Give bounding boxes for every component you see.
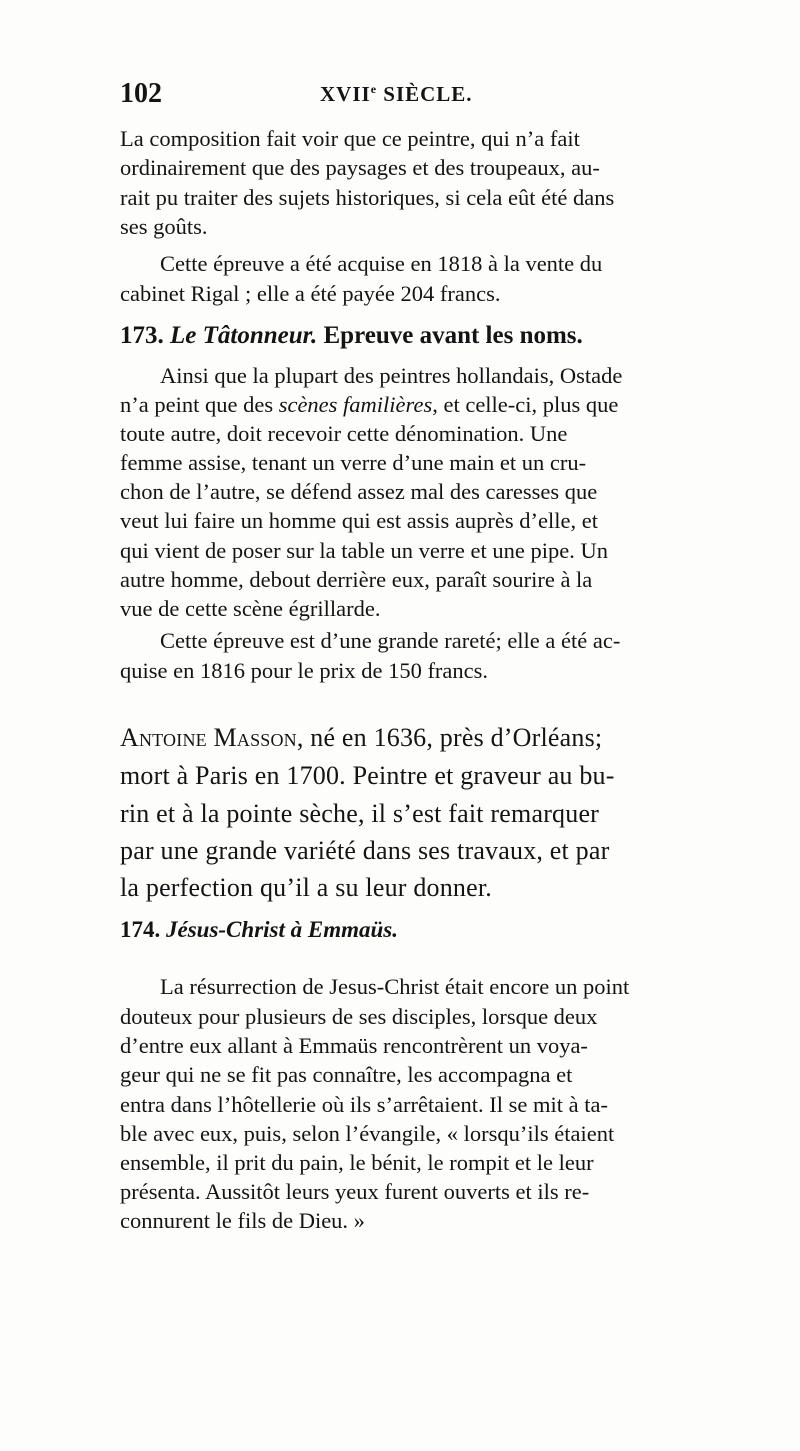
artist-first-name: Antoine: [120, 723, 207, 752]
text-line: La résurrection de Jesus-Christ était encore un point: [160, 974, 630, 999]
text-line: présenta. Aussitôt leurs yeux furent ouverts et ils re-: [120, 1179, 590, 1204]
artist-heading: [120, 725, 602, 751]
text-line: connurent le fils de Dieu. »: [120, 1208, 365, 1233]
text-line: qui vient de poser sur la table un verre et une pipe. Un: [120, 538, 608, 563]
text-line: d’entre eux allant à Emmaüs rencontrèrent un voya-: [120, 1033, 588, 1058]
catalogue-entry-174: [120, 918, 398, 941]
italic-phrase: scènes familières: [278, 392, 433, 417]
text-line: Cette épreuve a été acquise en 1818 à la vente du: [160, 251, 603, 276]
running-head-century: XVII: [320, 82, 371, 106]
text-line: Ainsi que la plupart des peintres hollandais, Ostade: [160, 363, 623, 388]
running-head-sup: e: [370, 82, 378, 96]
text-line: la perfection qu’il a su leur donner.: [120, 873, 492, 902]
text-span: n’a peint que des: [120, 392, 279, 417]
text-line: rait pu traiter des sujets historiques, si cela eût été dans: [120, 185, 615, 210]
text-line: entra dans l’hôtellerie où ils s’arrêtaient. Il se mit à ta-: [120, 1092, 608, 1117]
text-line: ble avec eux, puis, selon l’évangile, « lorsqu’ils étaient: [120, 1121, 615, 1146]
text-line: ses goûts.: [120, 214, 208, 239]
running-head: [320, 82, 473, 107]
text-line: [120, 394, 618, 417]
text-line: ensemble, il prit du pain, le bénit, le rompit et le leur: [120, 1150, 594, 1175]
text-line: douteux pour plusieurs de ses disciples, lorsque deux: [120, 1004, 598, 1029]
page-header: [120, 78, 690, 118]
page-number: 102: [120, 78, 162, 109]
entry-number: 173.: [120, 322, 164, 349]
text-line: rin et à la pointe sèche, il s’est fait remarquer: [120, 799, 600, 828]
text-line: Cette épreuve est d’une grande rareté; elle a été ac-: [160, 628, 621, 653]
text-line: veut lui faire un homme qui est assis auprès d’elle, et: [120, 508, 598, 533]
text-line: cabinet Rigal ; elle a été payée 204 francs.: [120, 281, 501, 306]
text-line: toute autre, doit recevoir cette dénomination. Une: [120, 421, 568, 446]
text-line: femme assise, tenant un verre d’une main et un cru-: [120, 450, 587, 475]
text-line: par une grande variété dans ses travaux, et par: [120, 836, 610, 865]
text-line: chon de l’autre, se défend assez mal des caresses que: [120, 479, 598, 504]
running-head-rest: SIÈCLE.: [377, 82, 473, 106]
entry-state: Epreuve avant les noms.: [323, 322, 583, 349]
artist-birth: , né en 1636, près d’Orléans;: [296, 723, 603, 752]
entry-title: Jésus-Christ à Emmaüs.: [166, 917, 398, 942]
text-line: mort à Paris en 1700. Peintre et graveur au bu-: [120, 761, 615, 790]
text-line: geur qui ne se fit pas connaître, les accompagna et: [120, 1062, 573, 1087]
text-line: ordinairement que des paysages et des troupeaux, au-: [120, 155, 600, 180]
text-span: , et celle-ci, plus que: [432, 392, 619, 417]
entry-title: Le Tâtonneur.: [170, 322, 318, 349]
text-line: quise en 1816 pour le prix de 150 francs.: [120, 658, 489, 683]
entry-number: 174.: [120, 917, 161, 942]
text-line: autre homme, debout derrière eux, paraît sourire à la: [120, 567, 593, 592]
catalogue-entry-173: [120, 323, 583, 348]
artist-last-name: Masson: [213, 723, 297, 752]
text-line: La composition fait voir que ce peintre, qui n’a fait: [120, 126, 580, 151]
text-line: vue de cette scène égrillarde.: [120, 596, 381, 621]
